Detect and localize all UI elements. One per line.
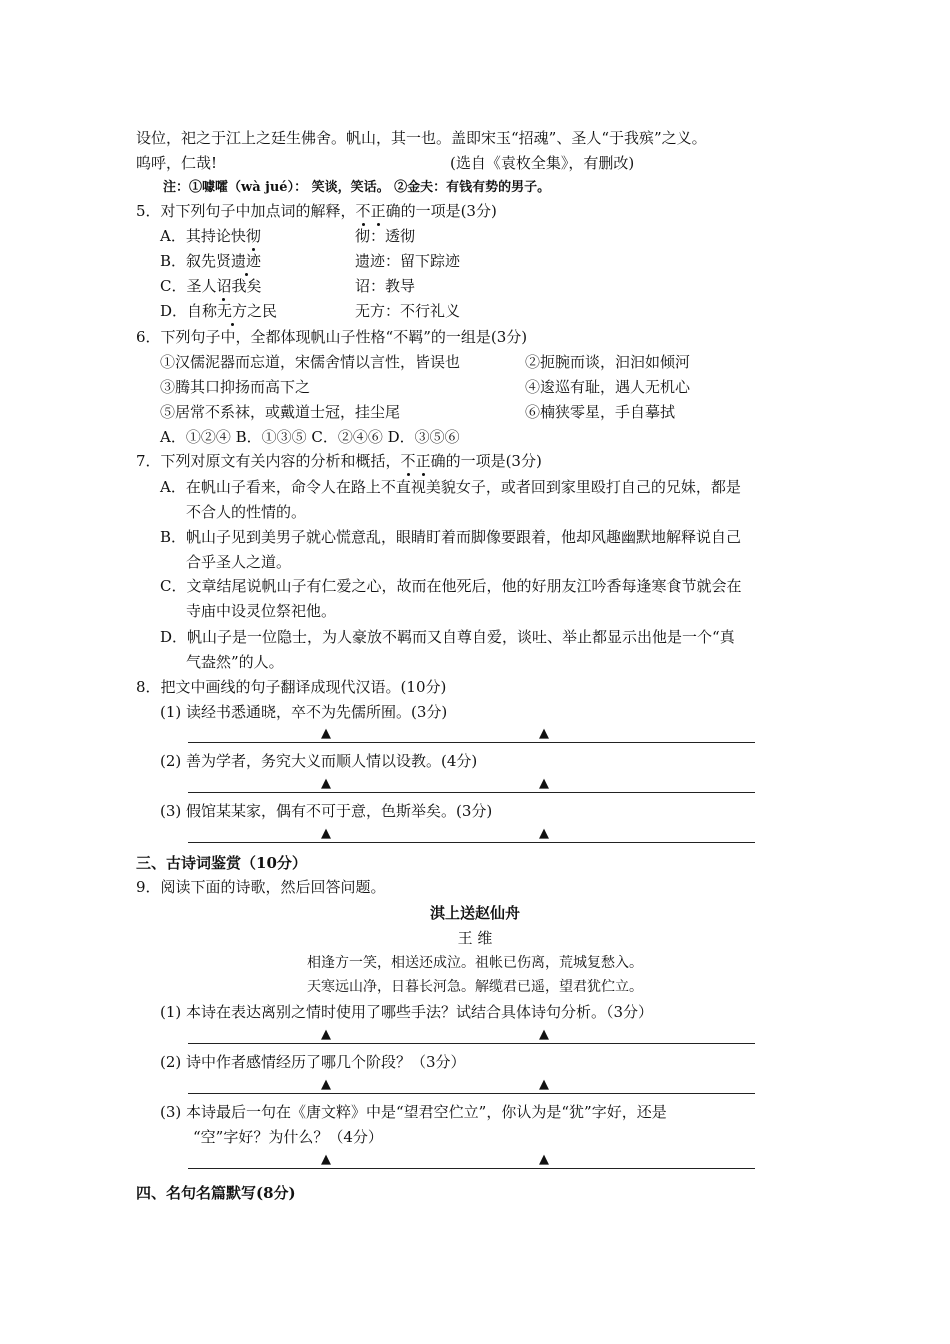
q6-item: ①汉儒泥器而忘道，宋儒舍情以言性，皆误也	[160, 353, 461, 371]
question-5-stem	[136, 201, 497, 221]
dotted-word: 无方	[217, 302, 248, 320]
answer-marker-icon: ▲	[539, 826, 549, 841]
answer-marker-icon: ▲	[321, 826, 331, 841]
passage-line: 设位，祀之于江上之廷生佛舍。帆山，其一也。盖即宋玉“招魂”、圣人“于我殡”之义。	[136, 129, 707, 147]
answer-line[interactable]	[188, 1149, 755, 1169]
emphasis-char: 正	[415, 452, 431, 470]
stem-text: 确的一项是(3分)	[385, 202, 497, 220]
q6-item: ④逡巡有耻，遇人无机心	[525, 378, 691, 396]
passage-note: 注：①噱嚯（wà jué）： 笑谈，笑话。 ②金夫：有钱有势的男子。	[163, 180, 551, 195]
question-6-stem: 6．下列句子中，全都体现帆山子性格“不羁”的一组是(3分)	[136, 328, 528, 346]
emphasis-char: 不	[355, 202, 371, 220]
q7-option-c-cont: 寺庙中设灵位祭祀他。	[186, 602, 337, 620]
answer-line[interactable]	[188, 723, 755, 743]
q6-item: ⑤居常不系袜，或戴道士冠，挂尘尾	[160, 403, 401, 421]
answer-marker-icon: ▲	[321, 776, 331, 791]
q7-option-b: B．帆山子见到美男子就心慌意乱，眼睛盯着而脚像要跟着，他却风趣幽默地解释说自己	[160, 528, 742, 546]
option-a: A．其持论快彻	[160, 227, 261, 245]
q9-sub-3-cont: “空”字好？为什么？（4分）	[193, 1128, 383, 1146]
answer-marker-icon: ▲	[321, 726, 331, 741]
answer-rule	[188, 792, 755, 793]
stem-text: 7．下列对原文有关内容的分析和概括，	[136, 452, 401, 470]
answer-marker-icon: ▲	[321, 1077, 331, 1092]
question-8-stem: 8．把文中画线的句子翻译成现代汉语。(10分)	[136, 678, 447, 696]
poem-title: 淇上送赵仙舟	[429, 904, 520, 922]
q6-item: ②扼腕而谈，汩汩如倾河	[525, 353, 691, 371]
q8-sub-1: (1) 读经书悉通晓，卒不为先儒所囿。(3分)	[160, 703, 448, 721]
answer-rule	[188, 1043, 755, 1044]
q9-sub-2: (2) 诗中作者感情经历了哪几个阶段？（3分）	[160, 1053, 466, 1071]
dotted-word: 遗迹	[231, 252, 262, 270]
answer-line[interactable]	[188, 1024, 755, 1044]
question-9-stem: 9．阅读下面的诗歌，然后回答问题。	[136, 878, 386, 896]
answer-rule	[188, 842, 755, 843]
option-c: C．圣人诏我矣	[160, 277, 262, 295]
q7-option-a-cont: 不合人的性情的。	[186, 503, 307, 521]
emphasis-char: 正	[370, 202, 386, 220]
answer-line[interactable]	[188, 1074, 755, 1094]
option-b: B．叙先贤遗迹	[160, 252, 262, 270]
option-b-answer: 遗迹：留下踪迹	[355, 252, 461, 270]
q8-sub-2: (2) 善为学者，务究大义而顺人情以设教。(4分)	[160, 752, 478, 770]
answer-marker-icon: ▲	[321, 1027, 331, 1042]
q9-sub-3: (3) 本诗最后一句在《唐文粹》中是“望君空伫立”，你认为是“犹”字好，还是	[160, 1103, 667, 1121]
poem-line: 相逢方一笑，相送还成泣。祖帐已伤离，荒城复愁入。	[307, 955, 643, 971]
poem-line: 天寒远山净，日暮长河急。解缆君已遥，望君犹伫立。	[307, 979, 643, 995]
section-4-heading: 四、名句名篇默写(8分)	[136, 1184, 296, 1202]
option-c-answer: 诏：教导	[355, 277, 416, 295]
answer-rule	[188, 1093, 755, 1094]
q7-option-b-cont: 合乎圣人之道。	[186, 553, 292, 571]
stem-text: 5．对下列句子中加点词的解释，	[136, 202, 356, 220]
q8-sub-3: (3) 假馆某某家，偶有不可于意，色斯举矣。(3分)	[160, 802, 493, 820]
option-d: D．自称无方之民	[160, 302, 278, 320]
q9-sub-1: (1) 本诗在表达离别之情时使用了哪些手法？试结合具体诗句分析。（3分）	[160, 1003, 654, 1021]
passage-line: 呜呼，仁哉!	[136, 154, 218, 172]
passage-source: (选自《袁枚全集》，有删改)	[450, 154, 635, 172]
answer-marker-icon: ▲	[539, 726, 549, 741]
answer-rule	[188, 742, 755, 743]
answer-line[interactable]	[188, 773, 755, 793]
section-3-heading: 三、古诗词鉴赏（10分）	[136, 854, 307, 872]
answer-line[interactable]	[188, 823, 755, 843]
q7-option-d-cont: 气盎然”的人。	[186, 653, 284, 671]
answer-marker-icon: ▲	[539, 1152, 549, 1167]
answer-rule	[188, 1168, 755, 1169]
q6-item: ③腾其口抑扬而高下之	[160, 378, 311, 396]
dotted-word: 彻	[245, 227, 261, 245]
answer-marker-icon: ▲	[539, 776, 549, 791]
poem-author: 王 维	[457, 929, 493, 947]
answer-marker-icon: ▲	[321, 1152, 331, 1167]
q7-option-a: A．在帆山子看来，命令人在路上不直视美貌女子，或者回到家里殴打自己的兄妹，都是	[160, 478, 741, 496]
q7-option-d: D．帆山子是一位隐士，为人豪放不羁而又自尊自爱，谈吐、举止都显示出他是一个“真	[160, 628, 735, 646]
q6-choices: A．①②④ B．①③⑤ C．②④⑥ D．③⑤⑥	[160, 428, 460, 446]
stem-text: 确的一项是(3分)	[430, 452, 542, 470]
question-7-stem	[136, 451, 542, 471]
q7-option-c: C．文章结尾说帆山子有仁爱之心，故而在他死后，他的好朋友江吟香每逢寒食节就会在	[160, 577, 742, 595]
q6-item: ⑥楠狭零星，手自摹拭	[525, 403, 676, 421]
option-d-answer: 无方：不行礼义	[355, 302, 461, 320]
answer-marker-icon: ▲	[539, 1077, 549, 1092]
answer-marker-icon: ▲	[539, 1027, 549, 1042]
option-a-answer: 彻：透彻	[355, 227, 416, 245]
emphasis-char: 不	[400, 452, 416, 470]
dotted-word: 诏	[216, 277, 232, 295]
